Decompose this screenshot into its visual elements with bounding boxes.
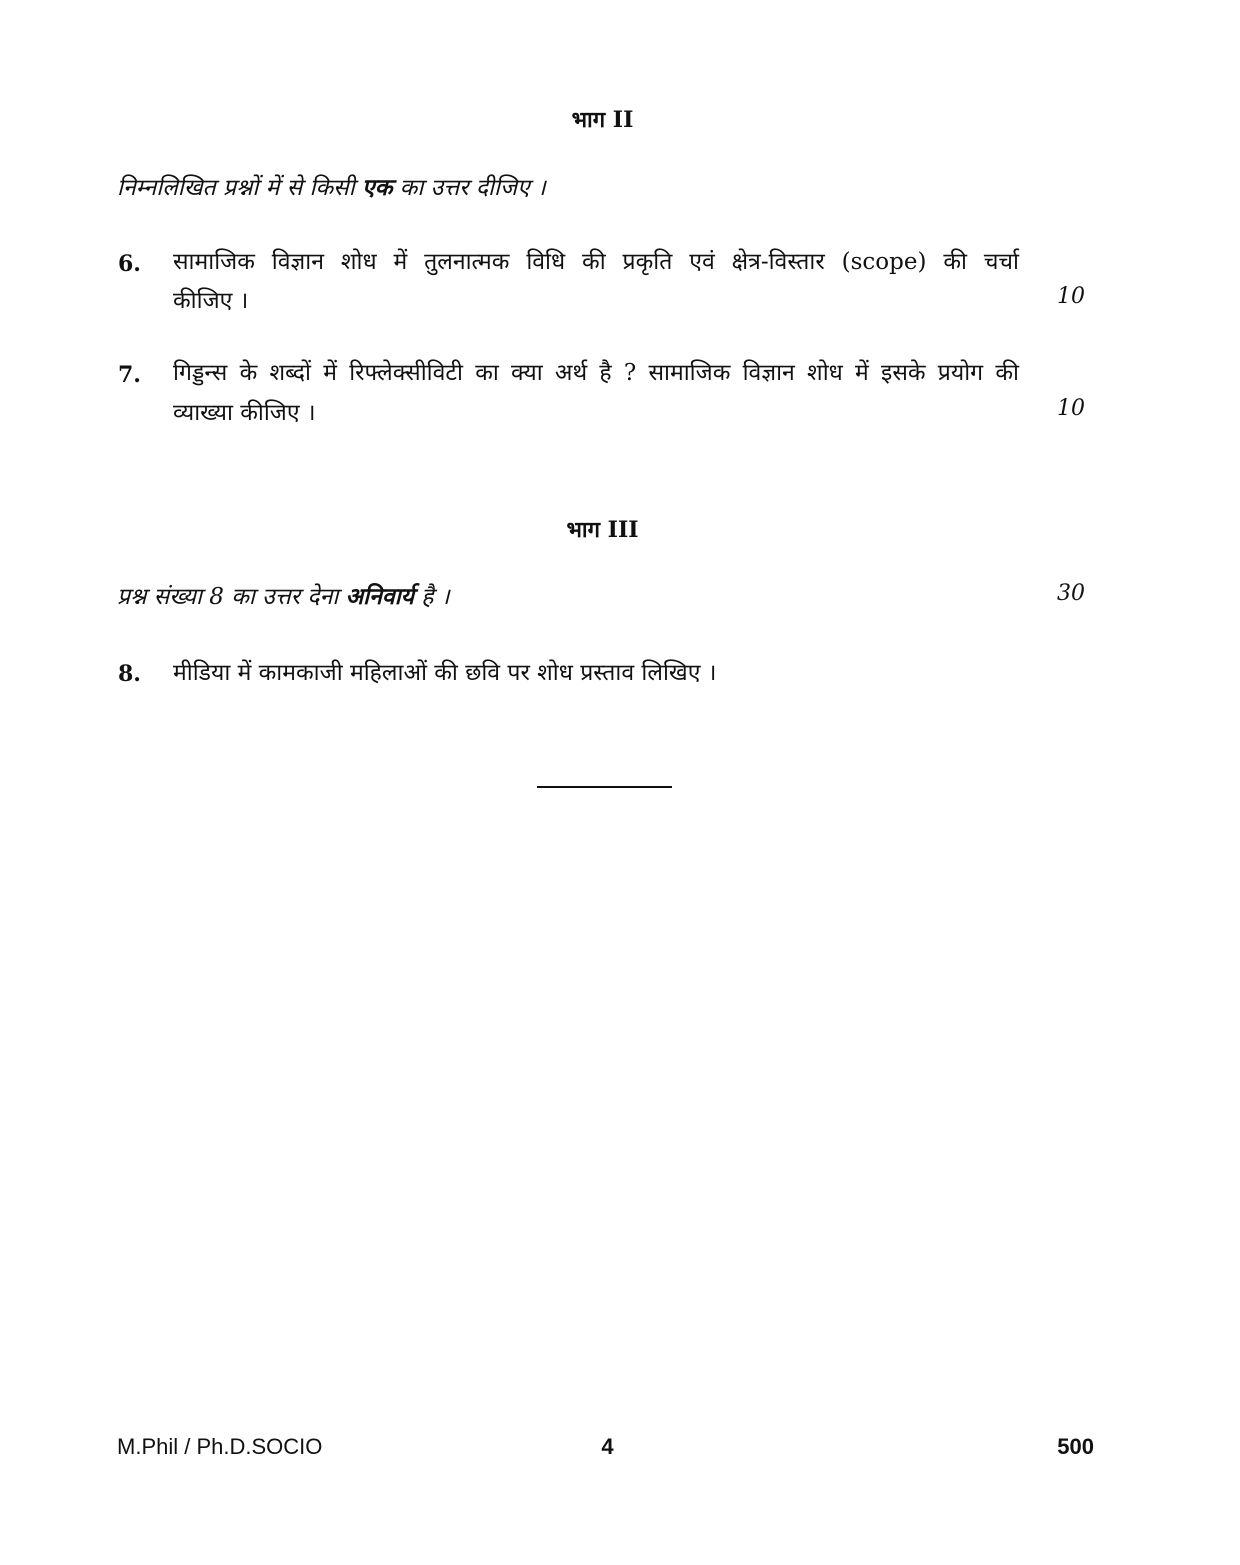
part-3-marks: 30	[1057, 581, 1085, 606]
question-7-text-line-2: व्याख्या कीजिए ।	[173, 400, 316, 426]
part-2-heading: भाग II	[571, 107, 634, 133]
part-3-heading: भाग III	[566, 517, 639, 543]
instruction-emphasis: एक	[361, 174, 393, 201]
part-2-instruction	[117, 170, 546, 202]
footer-course-code: M.Phil / Ph.D.SOCIO	[117, 1434, 323, 1459]
instruction-text: निम्नलिखित प्रश्नों में से किसी	[117, 175, 362, 201]
question-7-marks: 10	[1057, 396, 1085, 421]
instruction-text: का उत्तर दीजिए ।	[392, 175, 546, 201]
end-divider	[537, 786, 672, 788]
footer-paper-number: 500	[1057, 1434, 1094, 1459]
instruction-text: प्रश्न संख्या 8 का उत्तर देना	[117, 584, 346, 610]
question-7-number: 7.	[118, 362, 141, 388]
question-8-text: मीडिया में कामकाजी महिलाओं की छवि पर शोध प्रस्ताव लिखिए ।	[173, 660, 717, 686]
question-6-text-line-2: कीजिए ।	[173, 288, 249, 314]
instruction-emphasis: अनिवार्य	[345, 583, 414, 610]
question-8-number: 8.	[118, 661, 141, 687]
question-6-number: 6.	[118, 251, 141, 277]
footer-page-number: 4	[601, 1434, 614, 1459]
question-7-text-line-1: गिड्डन्स के शब्दों में रिफ्लेक्सीविटी का क्या अर्थ है ? सामाजिक विज्ञान शोध में इसके प्रयोग की	[173, 360, 1019, 386]
part-3-instruction	[117, 579, 450, 611]
instruction-text: है ।	[414, 584, 450, 610]
question-6-text-line-1: सामाजिक विज्ञान शोध में तुलनात्मक विधि की प्रकृति एवं क्षेत्र-विस्तार (scope) की चर्चा	[173, 249, 1019, 275]
question-6-marks: 10	[1057, 284, 1085, 309]
